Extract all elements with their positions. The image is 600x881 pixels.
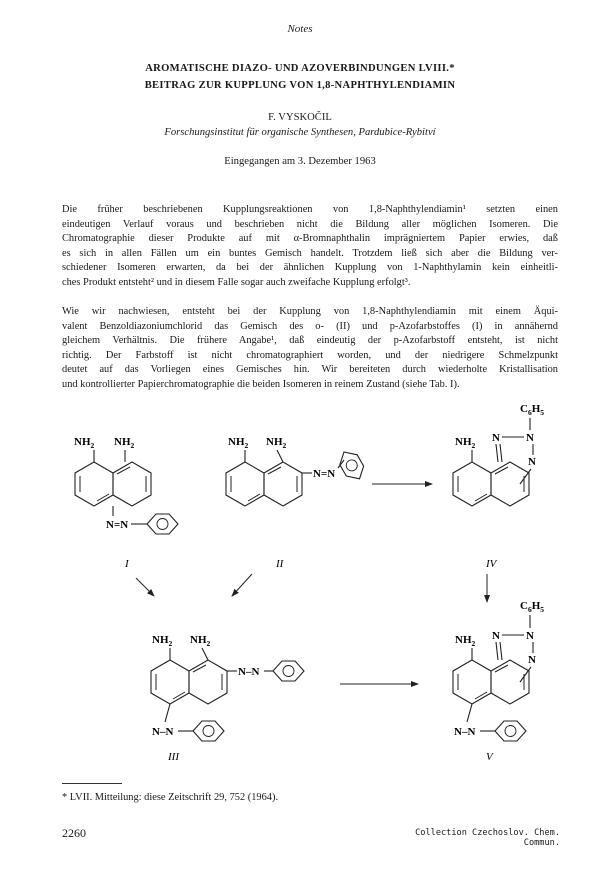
reaction-arrow	[136, 578, 154, 596]
n-label: N	[528, 456, 536, 468]
footnote: * LVII. Mitteilung: diese Zeitschrift 29, 752 (1964).	[62, 792, 279, 803]
nh2-label: $NH_2$	[228, 436, 249, 450]
nh2-label: $NH_2$	[190, 634, 211, 648]
azo-label: N–N	[454, 726, 476, 738]
text-line: Die früher beschriebenen Kupplungsreaktionen von 1,8-Naphthylendiamin¹ setzten einen	[62, 204, 558, 215]
compound-label-I: I	[125, 558, 129, 570]
n-label: N	[526, 630, 534, 642]
n-label: N	[492, 630, 500, 642]
n-label: N	[528, 654, 536, 666]
title-line-2: BEITRAG ZUR KUPPLUNG VON 1,8-NAPHTHYLENDIAMIN	[144, 80, 456, 91]
structure-V	[453, 600, 544, 763]
author: F. VYSKOČIL	[268, 112, 332, 123]
text-line: richtig. Der Farbstoff ist nicht chromatographiert worden, und der niedrigere Schmelzpunkt	[62, 349, 558, 361]
azo-label: N–N	[152, 726, 174, 738]
title-line-1: AROMATISCHE DIAZO- UND AZOVERBINDUNGEN LVIII.*	[145, 63, 455, 74]
n-label: N	[492, 432, 500, 444]
compound-label-II: II	[276, 558, 284, 570]
compound-label-III: III	[168, 751, 179, 763]
structure-I	[74, 436, 178, 570]
reaction-arrow	[232, 574, 252, 596]
running-header: Notes	[287, 23, 313, 35]
n-label: N	[526, 432, 534, 444]
compound-label-IV: IV	[486, 558, 497, 570]
compound-label-V: V	[486, 751, 493, 763]
footnote-rule	[62, 783, 122, 784]
received-date: Eingegangen am 3. Dezember 1963	[224, 156, 376, 167]
text-line: eindeutigen Verlauf voraus und beschrieben nicht die Bildung aller möglichen Isomeren. Die	[62, 218, 558, 230]
nh2-label: $NH_2$	[455, 436, 476, 450]
nh2-label: $NH_2$	[152, 634, 173, 648]
c6h5-label: $C_6H_5$	[520, 403, 545, 417]
structure-II	[226, 436, 368, 570]
text-line: deutet auf das Vorliegen eines Gemisches hin. Wir bereiteten durch wiederholte Kristallisation	[62, 364, 558, 375]
structure-III	[151, 634, 304, 763]
text-line: und kontrollierter Papierchromatographie die beiden Isomeren in reinem Zustand (siehe Tab. I).	[62, 378, 460, 390]
institution: Forschungsinstitut für organische Synthesen, Pardubice-Rybitví	[164, 127, 436, 138]
text-line: gleichem Verhältnis. Die frühere Angabe¹, daß eindeutig der p-Azofarbstoff entsteht, ist nicht	[62, 335, 558, 346]
nh2-label: $NH_2$	[114, 436, 135, 450]
structure-IV	[453, 403, 544, 570]
azo-label: N=N	[313, 468, 336, 480]
text-line: valent Benzoldiazoniumchlorid das Gemisch des o- (II) und p-Azofarbstoffes (I) in annähernd	[62, 320, 558, 332]
nh2-label: $NH_2$	[455, 634, 476, 648]
text-line: Wie wir nachwiesen, entsteht bei der Kupplung von 1,8-Naphthylendiamin mit einem Äqui-	[62, 306, 558, 317]
azo-label: N=N	[106, 519, 129, 531]
nh2-label: $NH_2$	[74, 436, 95, 450]
text-line: Chromatographie dieser Produkte auf mit α-Bromnaphthalin imprägniertem Papier erwies, daß	[62, 233, 558, 244]
text-line: ches Produkt entsteht² und in diesem Falle sogar auch zweifache Kupplung erfolgt³.	[62, 276, 411, 288]
azo-label: N–N	[238, 666, 260, 678]
nh2-label: $NH_2$	[266, 436, 287, 450]
page-number: 2260	[62, 826, 86, 840]
text-line: es sich in allen Fällen um ein buntes Gemisch handelt. Trotzdem ließ sich aber die Bildung ver-	[62, 247, 558, 259]
journal-footer: Collection Czechoslov. Chem. Commun.	[415, 828, 560, 848]
text-line: schiedener Isomeren erwarten, da bei der ähnlichen Kupplung von 1-Naphthylamin kein einheitli-	[62, 262, 558, 273]
c6h5-label: $C_6H_5$	[520, 600, 545, 614]
